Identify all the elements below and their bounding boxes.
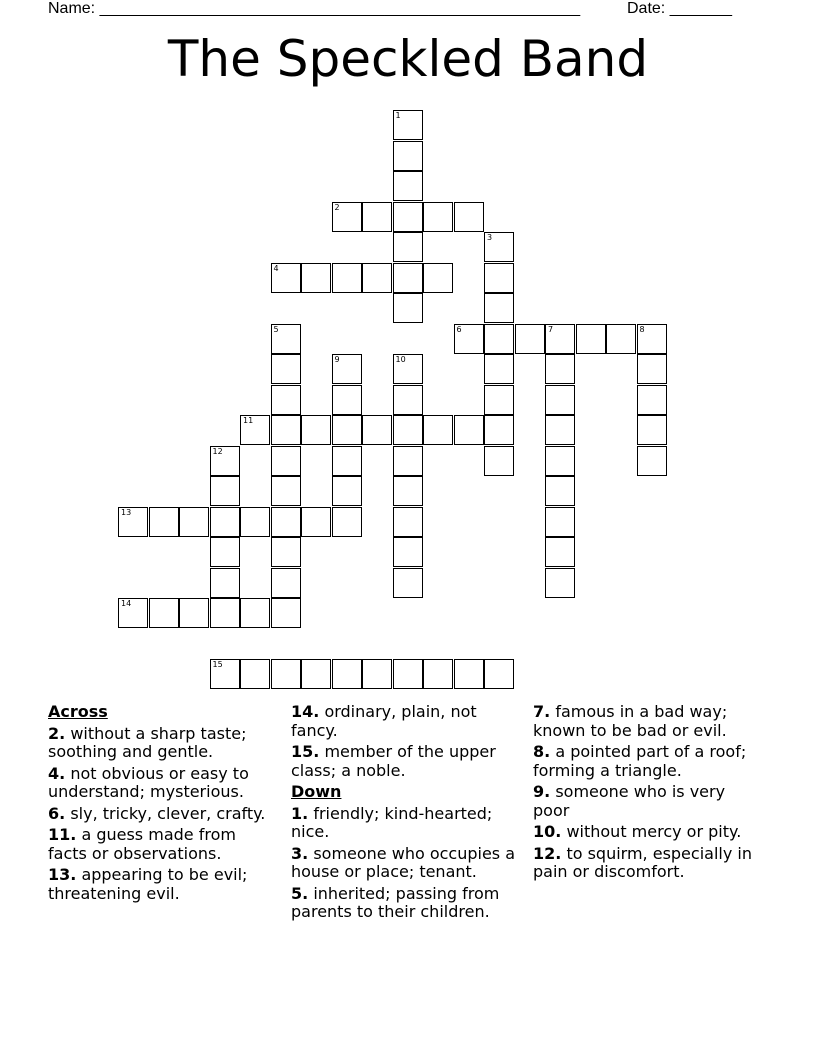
- crossword-cell[interactable]: [210, 659, 240, 689]
- crossword-cell[interactable]: [393, 415, 423, 445]
- clue-number: 2: [334, 202, 340, 212]
- crossword-cell[interactable]: [393, 507, 423, 537]
- crossword-cell[interactable]: [393, 568, 423, 598]
- clue-across-13: 13. appearing to be evil; threatening evil.: [48, 865, 248, 903]
- crossword-cell[interactable]: [576, 324, 606, 354]
- crossword-cell[interactable]: [393, 232, 423, 262]
- crossword-cell[interactable]: [454, 659, 484, 689]
- crossword-cell[interactable]: [393, 659, 423, 689]
- clues-column-3: [533, 703, 758, 885]
- crossword-cell[interactable]: [484, 385, 514, 415]
- crossword-cell[interactable]: [545, 446, 575, 476]
- crossword-cell[interactable]: [362, 659, 392, 689]
- clue-across-14: 14. ordinary, plain, not fancy.: [291, 702, 477, 740]
- crossword-cell[interactable]: [454, 415, 484, 445]
- crossword-cell[interactable]: [240, 507, 270, 537]
- crossword-cell[interactable]: [210, 476, 240, 506]
- crossword-cell[interactable]: [484, 415, 514, 445]
- crossword-cell[interactable]: [271, 263, 301, 293]
- crossword-cell[interactable]: [454, 324, 484, 354]
- clue-number: 15: [212, 660, 223, 669]
- crossword-cell[interactable]: [545, 385, 575, 415]
- crossword-cell[interactable]: [393, 141, 423, 171]
- crossword-cell[interactable]: [301, 507, 331, 537]
- crossword-cell[interactable]: [637, 385, 667, 415]
- crossword-cell[interactable]: [362, 263, 392, 293]
- crossword-cell[interactable]: [271, 385, 301, 415]
- crossword-cell[interactable]: [484, 293, 514, 323]
- crossword-cell[interactable]: [423, 263, 453, 293]
- crossword-cell[interactable]: [393, 354, 423, 384]
- clue-across-4: 4. not obvious or easy to understand; mysterious.: [48, 763, 249, 801]
- crossword-cell[interactable]: [332, 446, 362, 476]
- crossword-cell[interactable]: [484, 354, 514, 384]
- crossword-cell[interactable]: [545, 507, 575, 537]
- crossword-cell[interactable]: [606, 324, 636, 354]
- crossword-cell[interactable]: [332, 354, 362, 384]
- crossword-cell[interactable]: [332, 385, 362, 415]
- clue-across-2: 2. without a sharp taste; soothing and gentle.: [48, 723, 247, 761]
- crossword-cell[interactable]: [484, 324, 514, 354]
- clue-number: 13: [121, 507, 132, 517]
- clue-number: 14: [121, 599, 132, 608]
- clue-down-5: 5. inherited; passing from parents to their children.: [291, 883, 500, 921]
- crossword-cell[interactable]: [149, 598, 179, 628]
- crossword-cell[interactable]: [149, 507, 179, 537]
- crossword-cell[interactable]: [271, 598, 301, 628]
- crossword-cell[interactable]: [393, 171, 423, 201]
- name-field-label: Name: ______________________________________________________: [48, 0, 581, 17]
- crossword-cell[interactable]: [515, 324, 545, 354]
- crossword-cell[interactable]: [423, 659, 453, 689]
- clue-number: 7: [548, 324, 554, 334]
- across-heading: Across: [48, 702, 108, 721]
- crossword-cell[interactable]: [545, 476, 575, 506]
- crossword-cell[interactable]: [332, 659, 362, 689]
- clues-column-2: [291, 703, 521, 925]
- clue-number: 10: [395, 355, 406, 364]
- crossword-cell[interactable]: [545, 415, 575, 445]
- crossword-cell[interactable]: [301, 263, 331, 293]
- crossword-cell[interactable]: [362, 202, 392, 232]
- crossword-cell[interactable]: [393, 293, 423, 323]
- crossword-cell[interactable]: [393, 537, 423, 567]
- page-title: The Speckled Band: [167, 30, 649, 88]
- crossword-cell[interactable]: [484, 263, 514, 293]
- crossword-cell[interactable]: [423, 415, 453, 445]
- clue-down-1: 1. friendly; kind-hearted; nice.: [291, 803, 493, 841]
- crossword-cell[interactable]: [332, 263, 362, 293]
- crossword-cell[interactable]: [210, 568, 240, 598]
- clue-number: 12: [212, 446, 223, 456]
- crossword-cell[interactable]: [332, 415, 362, 445]
- crossword-cell[interactable]: [332, 476, 362, 506]
- clue-across-6: 6. sly, tricky, clever, crafty.: [48, 803, 266, 823]
- clue-down-9: 9. someone who is very poor: [533, 782, 726, 820]
- crossword-cell[interactable]: [637, 324, 667, 354]
- crossword-cell[interactable]: [118, 598, 148, 628]
- crossword-cell[interactable]: [240, 659, 270, 689]
- crossword-cell[interactable]: [240, 415, 270, 445]
- clue-across-11: 11. a guess made from facts or observations.: [48, 825, 236, 863]
- clue-number: 5: [273, 324, 279, 334]
- crossword-cell[interactable]: [271, 446, 301, 476]
- crossword-cell[interactable]: [545, 324, 575, 354]
- crossword-cell[interactable]: [240, 598, 270, 628]
- crossword-cell[interactable]: [393, 202, 423, 232]
- crossword-cell[interactable]: [484, 659, 514, 689]
- crossword-cell[interactable]: [454, 202, 484, 232]
- crossword-cell[interactable]: [301, 415, 331, 445]
- crossword-cell[interactable]: [637, 446, 667, 476]
- crossword-cell[interactable]: [210, 507, 240, 537]
- crossword-cell[interactable]: [545, 537, 575, 567]
- clue-number: 11: [243, 416, 254, 425]
- crossword-cell[interactable]: [393, 385, 423, 415]
- crossword-cell[interactable]: [118, 507, 148, 537]
- clue-number: 6: [456, 324, 462, 334]
- crossword-cell[interactable]: [210, 598, 240, 628]
- clue-number: 4: [273, 263, 279, 273]
- crossword-cell[interactable]: [332, 202, 362, 232]
- crossword-cell[interactable]: [301, 659, 331, 689]
- clue-down-8: 8. a pointed part of a roof; forming a triangle.: [533, 742, 747, 780]
- crossword-cell[interactable]: [210, 537, 240, 567]
- crossword-cell[interactable]: [271, 659, 301, 689]
- crossword-cell[interactable]: [484, 232, 514, 262]
- crossword-cell[interactable]: [545, 354, 575, 384]
- clue-number: 3: [487, 233, 493, 242]
- clues-column-1: [48, 703, 273, 906]
- clue-down-3: 3. someone who occupies a house or place; tenant.: [291, 843, 516, 881]
- down-heading: Down: [291, 782, 342, 801]
- crossword-cell[interactable]: [484, 446, 514, 476]
- crossword-cell[interactable]: [271, 476, 301, 506]
- crossword-cell[interactable]: [362, 415, 392, 445]
- clue-down-12: 12. to squirm, especially in pain or discomfort.: [533, 843, 752, 881]
- crossword-cell[interactable]: [393, 263, 423, 293]
- crossword-cell[interactable]: [393, 110, 423, 140]
- clue-number: 8: [639, 324, 645, 334]
- crossword-cell[interactable]: [271, 507, 301, 537]
- crossword-cell[interactable]: [271, 354, 301, 384]
- crossword-cell[interactable]: [393, 476, 423, 506]
- clue-down-7: 7. famous in a bad way; known to be bad or evil.: [533, 702, 728, 740]
- crossword-cell[interactable]: [271, 415, 301, 445]
- crossword-cell[interactable]: [637, 415, 667, 445]
- clue-number: 9: [334, 355, 340, 364]
- crossword-cell[interactable]: [179, 598, 209, 628]
- crossword-cell[interactable]: [332, 507, 362, 537]
- crossword-cell[interactable]: [637, 354, 667, 384]
- crossword-cell[interactable]: [423, 202, 453, 232]
- date-field-label: Date: _______: [627, 0, 732, 17]
- crossword-cell[interactable]: [179, 507, 209, 537]
- crossword-cell[interactable]: [545, 568, 575, 598]
- clue-across-15: 15. member of the upper class; a noble.: [291, 742, 496, 780]
- crossword-cell[interactable]: [271, 568, 301, 598]
- crossword-cell[interactable]: [210, 446, 240, 476]
- clue-number: 1: [395, 111, 401, 120]
- crossword-cell[interactable]: [271, 324, 301, 354]
- clue-down-10: 10. without mercy or pity.: [533, 822, 742, 841]
- crossword-cell[interactable]: [271, 537, 301, 567]
- crossword-cell[interactable]: [393, 446, 423, 476]
